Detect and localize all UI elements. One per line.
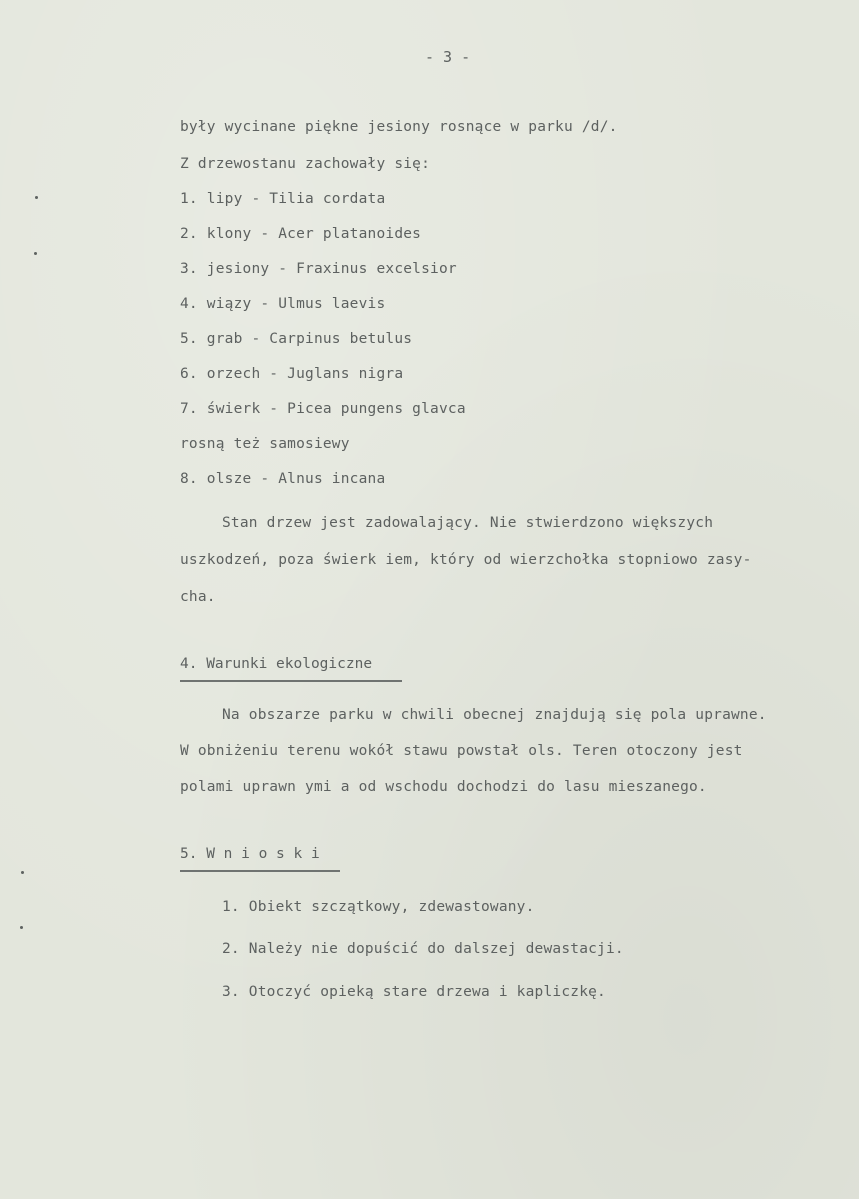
speck: [35, 196, 38, 199]
section-heading: 4. Warunki ekologiczne: [180, 656, 373, 672]
heading-underline: [180, 680, 402, 682]
list-item: 3. jesiony - Fraxinus excelsior: [180, 261, 457, 277]
list-item: 1. Obiekt szczątkowy, zdewastowany.: [222, 899, 535, 915]
list-item: 4. wiązy - Ulmus laevis: [180, 296, 386, 312]
list-item: 3. Otoczyć opieką stare drzewa i kapliczkę.: [222, 984, 606, 1000]
list-item: 5. grab - Carpinus betulus: [180, 331, 413, 347]
section-heading: 5. W n i o s k i: [180, 846, 320, 862]
heading-underline: [180, 870, 340, 872]
page-number: - 3 -: [425, 48, 471, 66]
list-item: 1. lipy - Tilia cordata: [180, 191, 386, 207]
text-line: były wycinane piękne jesiony rosnące w parku /d/.: [180, 119, 618, 135]
paragraph-line: uszkodzeń, poza świerk iem, który od wierzchołka stopniowo zasy-: [180, 552, 752, 568]
paragraph-line: Na obszarze parku w chwili obecnej znajdują się pola uprawne.: [222, 707, 767, 723]
list-item: 8. olsze - Alnus incana: [180, 471, 386, 487]
paragraph-line: W obniżeniu terenu wokół stawu powstał ols. Teren otoczony jest: [180, 743, 743, 759]
paragraph-line: Stan drzew jest zadowalający. Nie stwierdzono większych: [222, 515, 714, 531]
paragraph-line: polami uprawn ymi a od wschodu dochodzi do lasu mieszanego.: [180, 779, 707, 795]
text-line: rosną też samosiewy: [180, 436, 350, 452]
list-item: 7. świerk - Picea pungens glavca: [180, 401, 466, 417]
list-item: 2. Należy nie dopuścić do dalszej dewastacji.: [222, 941, 624, 957]
list-item: 2. klony - Acer platanoides: [180, 226, 422, 242]
text-line: Z drzewostanu zachowały się:: [180, 156, 431, 172]
speck: [34, 252, 37, 255]
speck: [21, 871, 24, 874]
list-item: 6. orzech - Juglans nigra: [180, 366, 404, 382]
speck: [20, 926, 23, 929]
paragraph-line: cha.: [180, 589, 216, 605]
